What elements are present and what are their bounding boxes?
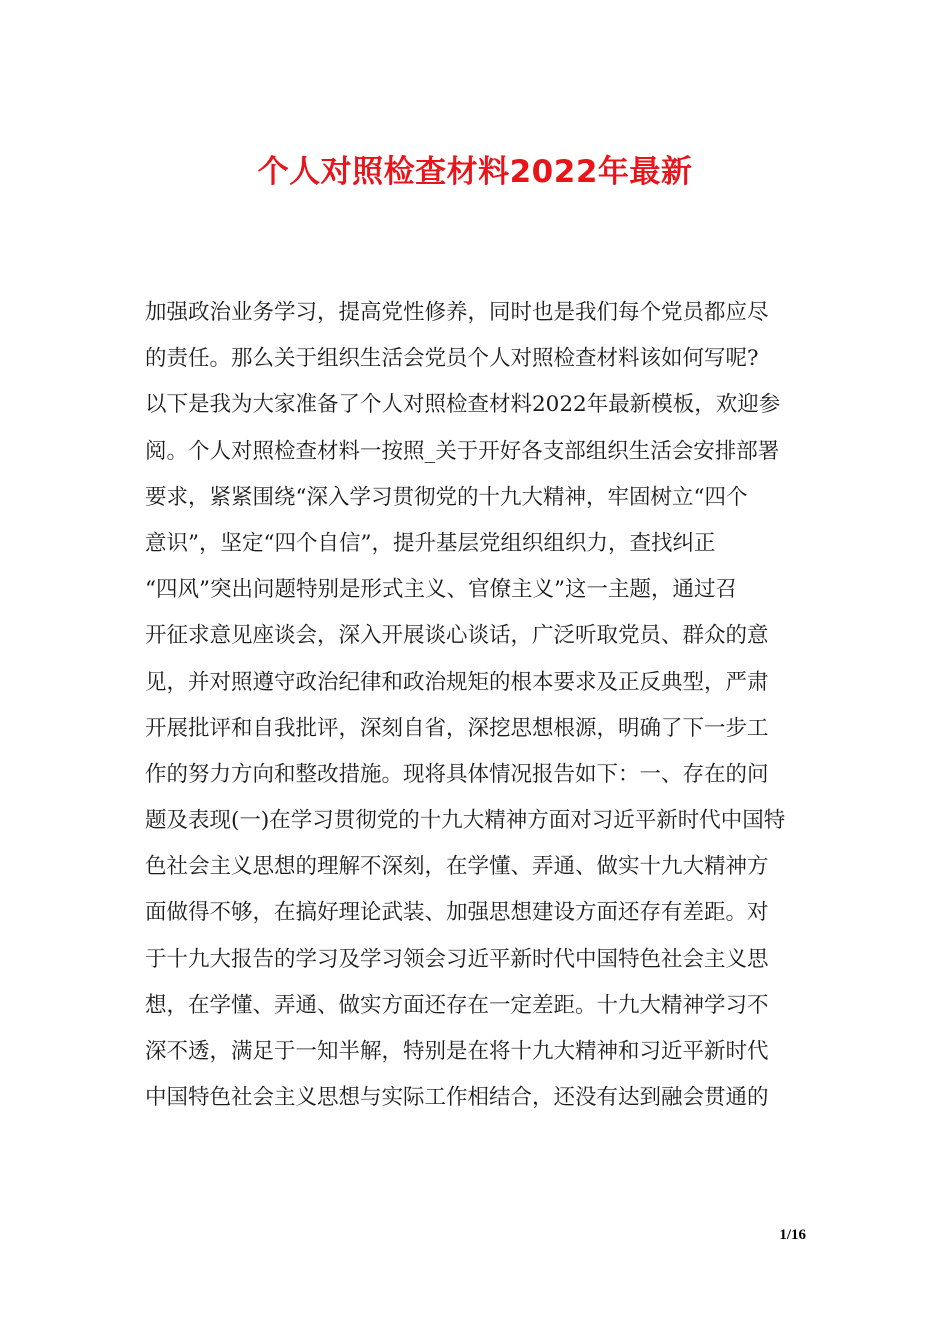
body-line: 中国特色社会主义思想与实际工作相结合，还没有达到融会贯通的: [145, 1085, 769, 1111]
body-line: 题及表现(一)在学习贯彻党的十九大精神方面对习近平新时代中国特: [145, 808, 786, 834]
body-line: 开展批评和自我批评，深刻自省，深挖思想根源，明确了下一步工: [145, 715, 769, 741]
body-line: 作的努力方向和整改措施。现将具体情况报告如下：一、存在的问: [145, 761, 769, 787]
body-line: 以下是我为大家准备了个人对照检查材料2022年最新模板，欢迎参: [145, 392, 781, 418]
body-line: 开征求意见座谈会，深入开展谈心谈话，广泛听取党员、群众的意: [145, 623, 769, 649]
body-line: “四风”突出问题特别是形式主义、官僚主义”这一主题，通过召: [145, 577, 737, 603]
body-line: 要求，紧紧围绕“深入学习贯彻党的十九大精神，牢固树立“四个: [145, 484, 748, 510]
body-line: 意识”，坚定“四个自信”，提升基层党组织组织力，查找纠正: [145, 530, 716, 556]
body-line: 的责任。那么关于组织生活会党员个人对照检查材料该如何写呢?: [145, 346, 759, 372]
body-line: 想，在学懂、弄通、做实方面还存在一定差距。十九大精神学习不: [145, 992, 769, 1018]
body-line: 加强政治业务学习，提高党性修养，同时也是我们每个党员都应尽: [145, 300, 769, 325]
body-line: 阅。个人对照检查材料一按照_关于开好各支部组织生活会安排部署: [145, 438, 780, 464]
body-line: 深不透，满足于一知半解，特别是在将十九大精神和习近平新时代: [145, 1039, 769, 1064]
body-paragraph: [145, 290, 805, 1121]
body-line: 见，并对照遵守政治纪律和政治规矩的根本要求及正反典型，严肃: [145, 669, 769, 695]
page-number: 1/16: [779, 1227, 806, 1243]
body-line: 色社会主义思想的理解不深刻，在学懂、弄通、做实十九大精神方: [145, 854, 769, 880]
body-line: 于十九大报告的学习及学习领会习近平新时代中国特色社会主义思: [145, 946, 769, 972]
body-line: 面做得不够，在搞好理论武装、加强思想建设方面还存有差距。对: [145, 900, 769, 926]
document-title: 个人对照检查材料2022年最新: [257, 154, 693, 190]
